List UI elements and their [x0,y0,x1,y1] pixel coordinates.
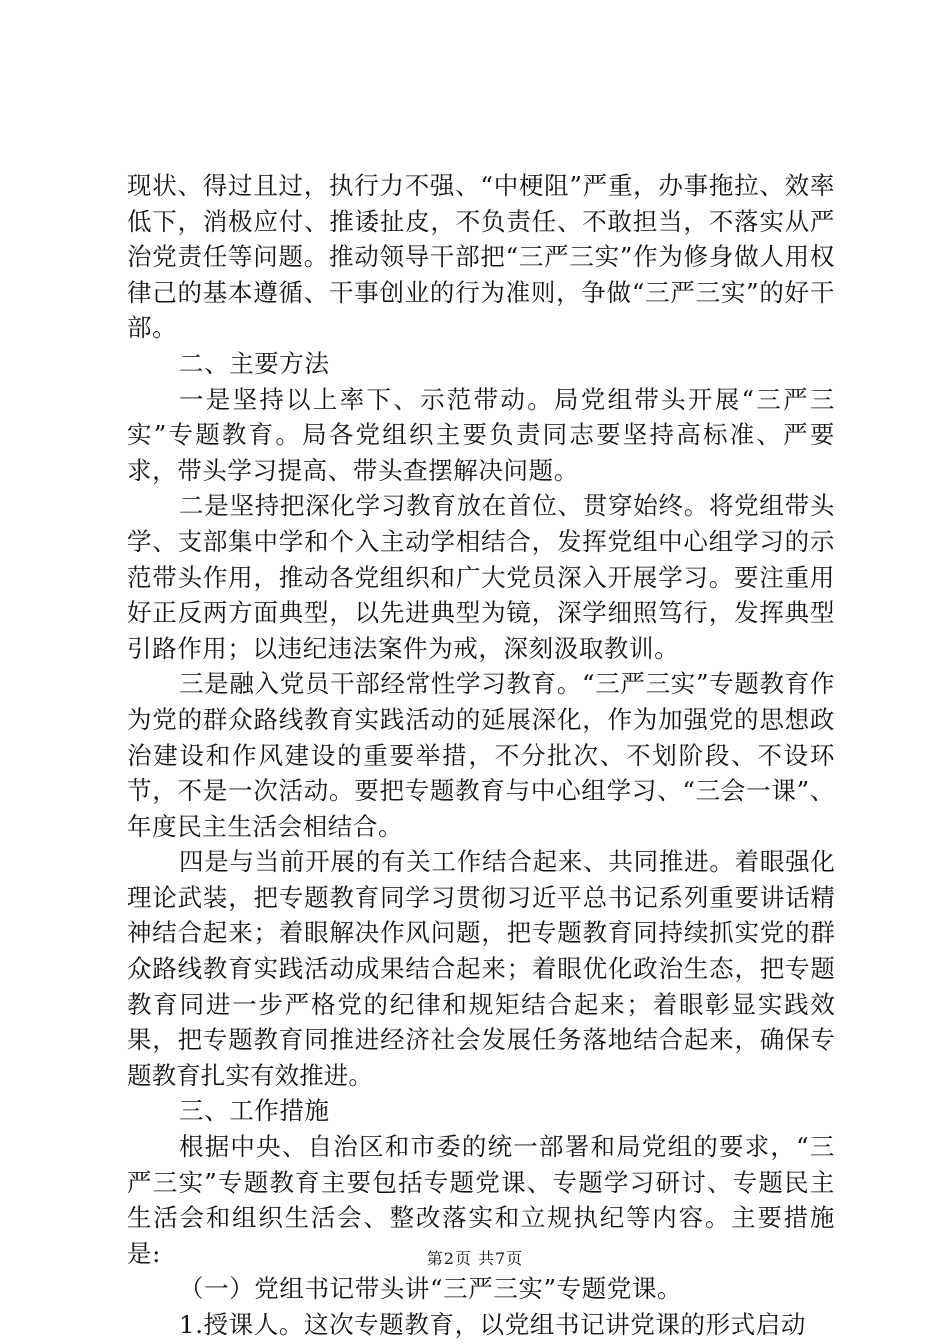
paragraph-method-one: 一是坚持以上率下、示范带动。局党组带头开展“三严三实”专题教育。局各党组织主要负责同志要坚持高标准、严要求，带头学习提高、带头查摆解决问题。 [127,384,835,485]
document-body [127,168,835,1343]
subheading-party-lecture: （一）党组书记带头讲“三严三实”专题党课。 [179,1274,683,1304]
paragraph-lecturer: 1.授课人。这次专题教育，以党组书记讲党课的形式启动 [179,1310,806,1339]
page-number-footer: 第2页 共7页 [426,1249,524,1268]
paragraph-method-three: 三是融入党员干部经常性学习教育。“三严三实”专题教育作为党的群众路线教育实践活动的延展深化，作为加强党的思想政治建设和作风建设的重要举措，不分批次、不划阶段、不设环节，不是一次活动。要把专题教育与中心组学习、“三会一课”、年度民主生活会相结合。 [127,669,835,841]
paragraph-method-two: 二是坚持把深化学习教育放在首位、贯穿始终。将党组带头学、支部集中学和个入主动学相结合，发挥党组中心组学习的示范带头作用，推动各党组织和广大党员深入开展学习。要注重用好正反两方面典型，以先进典型为镜，深学细照笃行，发挥典型引路作用；以违纪违法案件为戒，深刻汲取教训。 [127,491,835,663]
section-heading-main-methods: 二、主要方法 [179,348,330,378]
paragraph-method-four: 四是与当前开展的有关工作结合起来、共同推进。着眼强化理论武装，把专题教育同学习贯彻习近平总书记系列重要讲话精神结合起来；着眼解决作风问题，把专题教育同持续抓实党的群众路线教育实践活动成果结合起来；着眼优化政治生态，把专题教育同进一步严格党的纪律和规矩结合起来；着眼彰显实践效果，把专题教育同推进经济社会发展任务落地结合起来，确保专题教育扎实有效推进。 [127,847,835,1090]
paragraph-continuation: 现状、得过且过，执行力不强、“中梗阻”严重，办事拖拉、效率低下，消极应付、推诿扯皮，不负责任、不敢担当，不落实从严治党责任等问题。推动领导干部把“三严三实”作为修身做人用权律己的基本遵循、干事创业的行为准则，争做“三严三实”的好干部。 [127,171,835,343]
section-heading-work-measures: 三、工作措施 [179,1096,330,1126]
paragraph-measures-intro: 根据中央、自治区和市委的统一部署和局党组的要求，“三严三实”专题教育主要包括专题党课、专题学习研讨、专题民主生活会和组织生活会、整改落实和立规执纪等内容。主要措施是: [127,1132,835,1268]
